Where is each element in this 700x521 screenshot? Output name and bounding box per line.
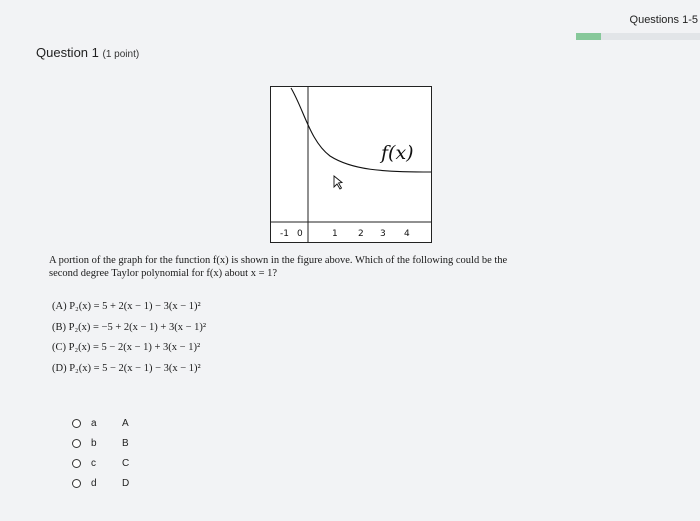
answer-option-c[interactable] [72,453,131,473]
prompt-line: A portion of the graph for the function f(x) is shown in the figure above. Which of the following could be the [49,255,508,266]
question-heading [36,45,139,60]
choice-d: (D) P₂(x) = 5 − 2(x − 1) − 3(x − 1)² [52,362,201,374]
tick-label: 2 [358,229,364,239]
answer-value[interactable]: C [122,457,130,469]
tick-label: 4 [404,229,410,239]
question-title: Question 1 [36,45,99,60]
radio-button[interactable] [72,419,81,428]
choice-list [52,297,206,379]
answer-label[interactable]: d [91,477,97,489]
answer-option-b[interactable] [72,433,131,453]
progress-bar-fill [576,33,601,40]
tick-label: 0 [297,229,303,239]
answer-label[interactable]: a [91,417,97,429]
question-prompt [49,254,669,280]
graph-frame [271,87,432,243]
choice-c: (C) P₂(x) = 5 − 2(x − 1) + 3(x − 1)² [52,342,201,353]
tick-label: 1 [332,229,338,239]
tick-label: -1 [280,229,289,239]
radio-button[interactable] [72,459,81,468]
answer-value[interactable]: D [122,477,130,489]
answer-options [72,413,131,493]
choice-a: (A) P₂(x) = 5 + 2(x − 1) − 3(x − 1)² [52,301,201,312]
answer-label[interactable]: b [91,437,97,449]
answer-option-d[interactable] [72,473,131,493]
choice-b: (B) P₂(x) = −5 + 2(x − 1) + 3(x − 1)² [52,321,207,333]
progress-bar [576,33,700,40]
answer-label[interactable]: c [91,457,96,469]
answer-value[interactable]: A [122,417,129,429]
answer-option-a[interactable] [72,413,131,433]
radio-button[interactable] [72,439,81,448]
progress-label: Questions 1-5 [629,14,698,26]
function-label: f(x) [381,142,414,164]
tick-label: 3 [380,229,386,239]
radio-button[interactable] [72,479,81,488]
function-graph [270,86,432,243]
question-points: (1 point) [102,49,140,60]
prompt-line: second degree Taylor polynomial for f(x) about x = 1? [49,268,278,279]
answer-value[interactable]: B [122,437,129,449]
